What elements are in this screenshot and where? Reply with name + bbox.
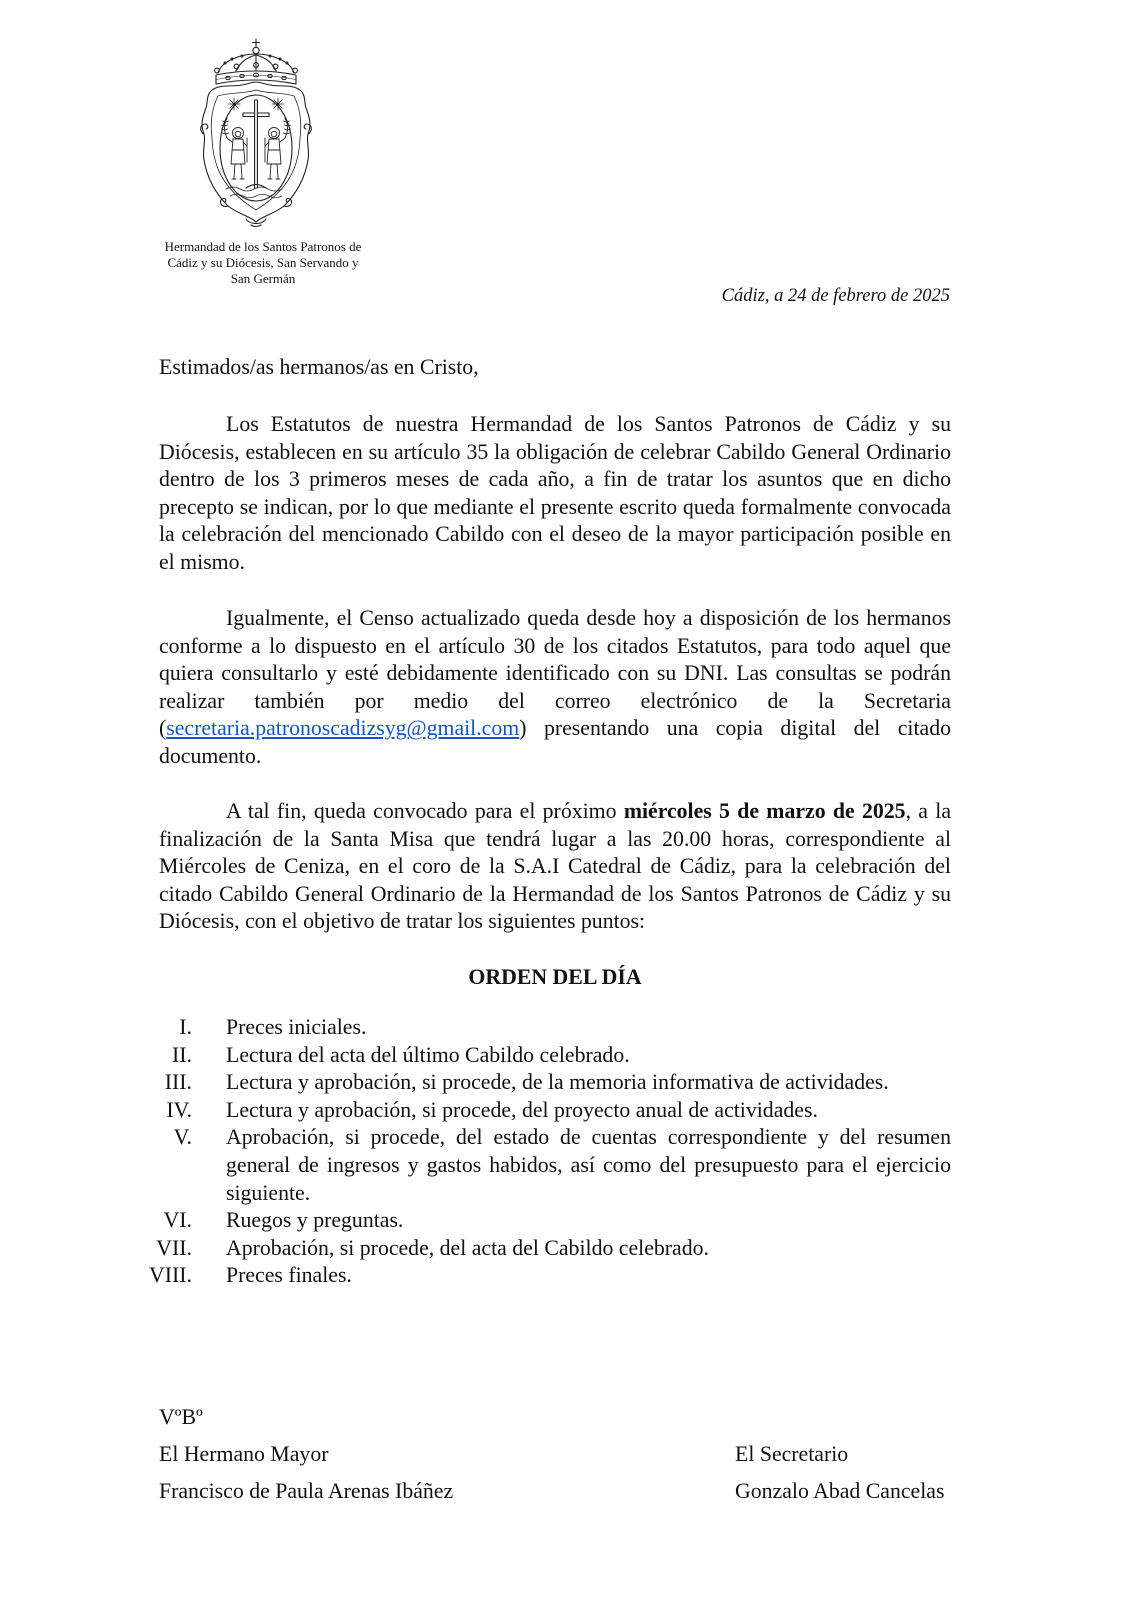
agenda-item	[0, 1262, 1131, 1290]
crest-caption-line: Cádiz y su Diócesis, San Servando y	[167, 255, 359, 270]
agenda-item-text	[226, 1207, 951, 1235]
secretaria-email-link[interactable]: secretaria.patronoscadizsyg@gmail.com	[166, 716, 520, 741]
agenda-item-line: Aprobación, si procede, del estado de cuentas correspondiente y del resumen	[226, 1125, 951, 1150]
signatory-role-right: El Secretario	[735, 1442, 849, 1466]
agenda-heading: ORDEN DEL DÍA	[468, 965, 642, 989]
letter-date: Cádiz, a 24 de febrero de 2025	[721, 286, 950, 306]
agenda-item-number: I.	[179, 1015, 192, 1039]
agenda-item	[0, 1235, 1131, 1263]
agenda-item-number: V.	[173, 1125, 192, 1150]
meeting-intro-end: , a la	[905, 799, 951, 823]
body-line: el mismo.	[159, 549, 245, 574]
agenda-item-text	[226, 1124, 951, 1207]
body-line: Los Estatutos de nuestra Hermandad de los Santos Patronos de Cádiz y su	[226, 412, 951, 436]
meeting-intro: A tal fin, queda convocado para el próximo	[226, 799, 624, 823]
crest-caption-line: Hermandad de los Santos Patronos de	[164, 239, 362, 254]
body-line: precepto se indican, por lo que mediante el presente escrito queda formalmente convocada	[159, 494, 951, 519]
body-line: Diócesis, con el objetivo de tratar los siguientes puntos:	[159, 909, 646, 934]
agenda-item-text	[226, 1069, 951, 1097]
saint-figure-left	[222, 118, 248, 179]
email-prefix: (	[159, 716, 167, 741]
agenda-item-line: general de ingresos y gastos habidos, así como del presupuesto para el ejercicio	[226, 1152, 951, 1177]
body-line: documento.	[159, 743, 262, 768]
body-line: Diócesis, establecen en su artículo 35 la obligación de celebrar Cabildo General Ordinario	[159, 439, 951, 464]
agenda-item-text	[226, 1262, 951, 1290]
agenda-item-line: Aprobación, si procede, del acta del Cabildo celebrado.	[226, 1235, 709, 1260]
agenda-item-number: IV.	[166, 1097, 192, 1122]
waves-icon	[226, 187, 282, 198]
signatory-name-left: Francisco de Paula Arenas Ibáñez	[159, 1479, 454, 1503]
agenda-item-line: siguiente.	[226, 1180, 311, 1205]
body-line-email	[159, 715, 951, 743]
greeting-line: Estimados/as hermanos/as en Cristo,	[159, 355, 479, 379]
crest-caption	[153, 239, 373, 287]
body-line: finalización de la Santa Misa que tendrá lugar a las 20.00 horas, correspondiente al	[159, 826, 951, 851]
body-line: quiera consultarlo y esté debidamente identificado con su DNI. Las consultas se podrán	[159, 661, 951, 686]
body-line: dentro de los 3 primeros meses de cada año, a fin de tratar los asuntos que en dicho	[159, 467, 951, 492]
signatory-name-right: Gonzalo Abad Cancelas	[735, 1479, 945, 1503]
agenda-item-line: Lectura del acta del último Cabildo celebrado.	[226, 1042, 630, 1067]
signatory-role-left: El Hermano Mayor	[159, 1442, 329, 1466]
body-line: realizar también por medio del correo electrónico de la Secretaria	[159, 688, 951, 713]
agenda-item	[0, 1124, 1131, 1207]
agenda-item	[0, 1207, 1131, 1235]
agenda-item	[0, 1014, 1131, 1042]
agenda-item	[0, 1097, 1131, 1125]
saint-figure-right	[265, 118, 291, 179]
star-icon-left	[228, 98, 240, 110]
agenda-list	[0, 1014, 1131, 1290]
star-icon-right	[272, 98, 284, 110]
agenda-item-number: VII.	[156, 1235, 192, 1260]
agenda-item-line: Lectura y aprobación, si procede, de la memoria informativa de actividades.	[226, 1070, 889, 1095]
agenda-item-text	[226, 1014, 951, 1042]
meeting-date: miércoles 5 de marzo de 2025	[623, 799, 906, 823]
email-suffix: ) presentando una copia digital del citado	[519, 716, 951, 741]
agenda-item-text	[226, 1235, 951, 1263]
body-line-date	[159, 798, 951, 826]
greeting	[159, 354, 951, 382]
agenda-item-line: Lectura y aprobación, si procede, del proyecto anual de actividades.	[226, 1097, 818, 1122]
agenda-item-line: Ruegos y preguntas.	[226, 1208, 404, 1233]
body-line: conforme a lo dispuesto en el artículo 30 de los citados Estatutos, para todo aquel que	[159, 633, 951, 658]
paragraph-2	[159, 605, 951, 771]
crest-logo	[196, 38, 316, 228]
agenda-item-text	[226, 1042, 951, 1070]
body-line: la celebración del mencionado Cabildo con el deseo de la mayor participación posible en	[159, 522, 951, 547]
crest-caption-line: San Germán	[230, 271, 296, 286]
agenda-item-number: VIII.	[149, 1263, 192, 1288]
body-line: citado Cabildo General Ordinario de la Hermandad de los Santos Patronos de Cádiz y su	[159, 881, 951, 906]
crown-icon	[215, 39, 298, 84]
agenda-item	[0, 1042, 1131, 1070]
agenda-item-number: III.	[164, 1070, 192, 1095]
paragraph-1	[159, 411, 951, 577]
agenda-item	[0, 1069, 1131, 1097]
agenda-item-line: Preces iniciales.	[226, 1015, 367, 1039]
agenda-item-text	[226, 1097, 951, 1125]
body-line: Igualmente, el Censo actualizado queda desde hoy a disposición de los hermanos	[226, 606, 951, 630]
agenda-item-line: Preces finales.	[226, 1263, 352, 1288]
approval-mark: VºBº	[159, 1405, 203, 1429]
agenda-item-number: II.	[172, 1042, 192, 1067]
body-line: Miércoles de Ceniza, en el coro de la S.A.I Catedral de Cádiz, para la celebración del	[159, 854, 951, 879]
agenda-item-number: VI.	[163, 1208, 192, 1233]
shield-icon	[201, 82, 312, 227]
paragraph-3	[159, 798, 951, 936]
